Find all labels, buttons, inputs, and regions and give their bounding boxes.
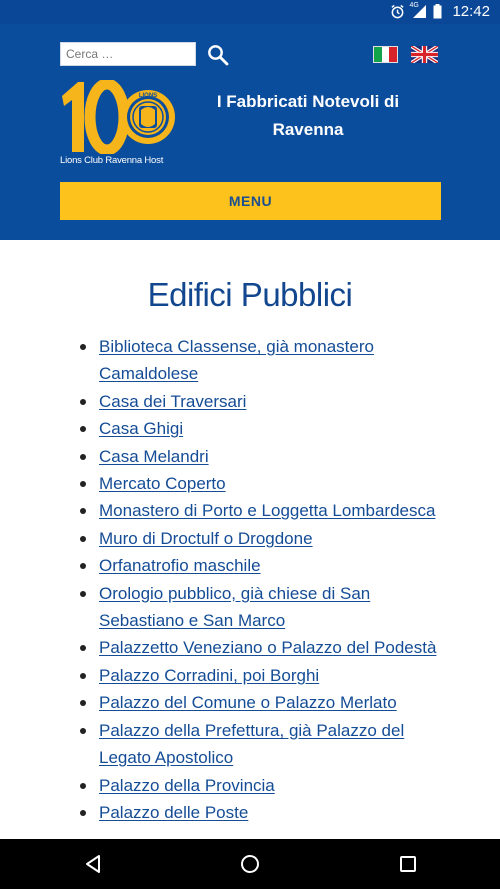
main-content (0, 240, 500, 839)
android-nav-bar (0, 839, 500, 889)
building-link[interactable]: Palazzetto Veneziano o Palazzo del Podestà (99, 638, 437, 658)
bullet-icon (80, 426, 86, 432)
building-link-list (99, 333, 439, 826)
bullet-icon (80, 810, 86, 816)
bullet-icon (80, 700, 86, 706)
list-item (99, 470, 439, 497)
logo-emblem-text: LIONS (138, 93, 158, 99)
building-link[interactable]: Casa Melandri (99, 446, 209, 466)
lions-100-emblem (60, 80, 178, 154)
list-item (99, 552, 439, 579)
list-item (99, 525, 439, 552)
site-header (0, 24, 500, 240)
bullet-icon (80, 645, 86, 651)
building-link[interactable]: Palazzo Corradini, poi Borghi (99, 665, 320, 685)
home-icon[interactable] (240, 854, 260, 874)
bullet-icon (80, 344, 86, 350)
clock-time: 12:42 (452, 3, 490, 20)
status-bar (0, 0, 500, 24)
bullet-icon (80, 536, 86, 542)
building-link[interactable]: Casa Ghigi (99, 419, 184, 439)
bullet-icon (80, 783, 86, 789)
list-item (99, 799, 439, 826)
logo-caption: Lions Club Ravenna Host (60, 155, 164, 166)
list-item (99, 580, 439, 635)
building-link[interactable]: Palazzo della Provincia (99, 775, 275, 795)
building-link[interactable]: Palazzo della Prefettura, già Palazzo del Legato Apostolico (99, 720, 405, 768)
list-item (99, 333, 439, 388)
list-item (99, 634, 439, 661)
italian-flag-icon[interactable] (373, 46, 398, 63)
lions-club-logo[interactable] (60, 80, 178, 170)
page-title: Edifici Pubblici (147, 276, 353, 313)
signal-icon (411, 4, 427, 19)
list-item (99, 443, 439, 470)
recents-icon[interactable] (398, 854, 418, 874)
uk-flag-icon[interactable] (411, 46, 438, 63)
bullet-icon (80, 591, 86, 597)
bullet-icon (80, 728, 86, 734)
building-link[interactable]: Orfanatrofio maschile (99, 556, 261, 576)
menu-button[interactable]: MENU (60, 182, 441, 220)
list-item (99, 388, 439, 415)
bullet-icon (80, 673, 86, 679)
search-icon[interactable] (207, 44, 229, 66)
search-input[interactable] (60, 42, 196, 66)
bullet-icon (80, 508, 86, 514)
building-link[interactable]: Palazzo del Comune o Palazzo Merlato (99, 693, 397, 713)
list-item (99, 415, 439, 442)
bullet-icon (80, 481, 86, 487)
list-item (99, 772, 439, 799)
list-item (99, 662, 439, 689)
network-type-label: 4G (409, 2, 419, 9)
alarm-icon (390, 4, 405, 19)
bullet-icon (80, 454, 86, 460)
building-link[interactable]: Monastero di Porto e Loggetta Lombardesca (99, 501, 436, 521)
bullet-icon (80, 399, 86, 405)
list-item (99, 717, 439, 772)
list-item (99, 689, 439, 716)
list-item (99, 497, 439, 524)
building-link[interactable]: Mercato Coperto (99, 474, 226, 494)
building-link[interactable]: Biblioteca Classense, già monastero Camaldolese (99, 337, 374, 384)
building-link[interactable]: Muro di Droctulf o Drogdone (99, 528, 313, 548)
battery-icon (433, 4, 442, 19)
back-icon[interactable] (83, 854, 103, 874)
building-link[interactable]: Casa dei Traversari (99, 391, 247, 411)
site-title[interactable]: I Fabbricati Notevoli di Ravenna (216, 92, 400, 139)
building-link[interactable]: Palazzo delle Poste (99, 802, 249, 822)
status-icons (390, 3, 490, 20)
bullet-icon (80, 563, 86, 569)
building-link[interactable]: Orologio pubblico, già chiese di San Sebastiano e San Marco (99, 583, 371, 631)
